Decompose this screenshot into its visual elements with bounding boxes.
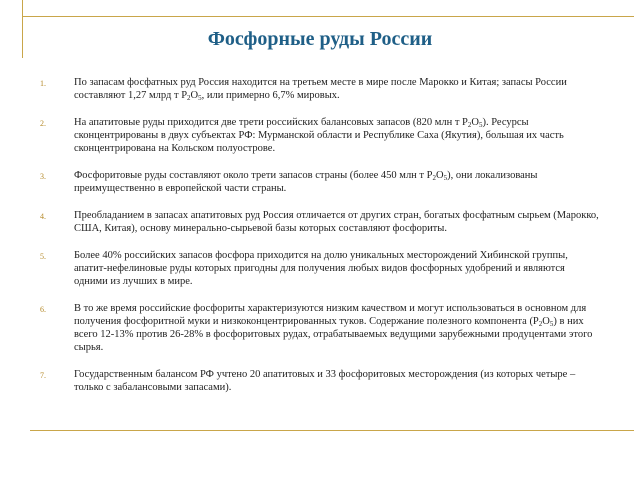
list-item-text <box>74 210 599 234</box>
list-item <box>40 302 600 354</box>
text-run: Более 40% российских запасов фосфора приходится на долю уникальных месторождений Хибинской группы, апатит-нефелиновые руды которых пригодны для получения любых видов фосфорных удобрений и являются одними из лучших в мире. <box>74 250 568 287</box>
list-item-number: 1. <box>40 79 46 88</box>
subscript: 5 <box>478 121 483 129</box>
text-run: Фосфоритовые руды составляют около трети запасов страны (более 450 млн т P <box>74 170 433 181</box>
list-item-text <box>74 250 568 287</box>
text-run: ) в них всего 12-13% против 26-28% в фосфоритовых рудах, отрабатываемых ведущими зарубежными продуцентами этого сырья. <box>74 316 593 353</box>
list-item-number: 7. <box>40 371 46 380</box>
list-item <box>40 209 600 235</box>
text-run: ). Ресурсы сконцентрированы в двух субъектах РФ: Мурманской области и Республике Саха (Якутия), большая их часть сконцентрирована на Кольском полуострове. <box>74 117 564 154</box>
list-item <box>40 368 600 394</box>
numbered-list <box>40 76 600 408</box>
subscript: 2 <box>187 94 191 102</box>
list-item-text <box>74 369 575 393</box>
list-item-text <box>74 117 564 154</box>
list-item-number: 3. <box>40 172 46 181</box>
subscript: 2 <box>538 320 543 328</box>
frame-top-line <box>22 16 634 17</box>
list-item-number: 5. <box>40 252 46 261</box>
text-run: O <box>471 117 479 128</box>
subscript: 5 <box>549 320 554 328</box>
list-item-number: 4. <box>40 212 46 221</box>
text-run: Преобладанием в запасах апатитовых руд Россия отличается от других стран, богатых фосфатным сырьем (Марокко, США, Китая), основу минерально-сырьевой базы которых составляют фосфориты. <box>74 210 599 234</box>
subscript: 5 <box>443 174 448 182</box>
text-run: В то же время российские фосфориты характеризуются низким качеством и могут использоваться в основном для получения фосфоритной муки и низкоконцентрированных туков. Содержание полезного компонента (P <box>74 303 587 327</box>
list-item <box>40 169 600 195</box>
list-item-number: 2. <box>40 119 46 128</box>
list-item-number: 6. <box>40 305 46 314</box>
text-run: O <box>190 90 199 101</box>
frame-bottom-line <box>30 430 634 431</box>
list-item <box>40 116 600 155</box>
text-run: ), они локализованы преимущественно в европейской части страны. <box>74 170 538 194</box>
list-item <box>40 76 600 102</box>
list-item <box>40 249 600 288</box>
subscript: 2 <box>467 121 472 129</box>
list-item-text <box>74 77 567 101</box>
list-item-text <box>74 303 592 353</box>
subscript: 5 <box>198 94 202 102</box>
subscript: 2 <box>432 174 436 182</box>
list-item-text <box>74 170 537 194</box>
page-title: Фосфорные руды России <box>207 28 433 50</box>
text-run: По запасам фосфатных руд Россия находится на третьем месте в мире после Марокко и Китая; запасы России составляют 1,27 млрд т P <box>74 77 567 101</box>
text-run: O <box>435 170 444 181</box>
text-run: На апатитовые руды приходится две трети российских балансовых запасов (820 млн т P <box>74 117 468 128</box>
text-run: Государственным балансом РФ учтено 20 апатитовых и 33 фосфоритовых месторождения (из которых четыре – только с забалансовыми запасами). <box>74 369 576 393</box>
text-run: , или примерно 6,7% мировых. <box>201 90 340 101</box>
text-run: O <box>542 316 550 327</box>
